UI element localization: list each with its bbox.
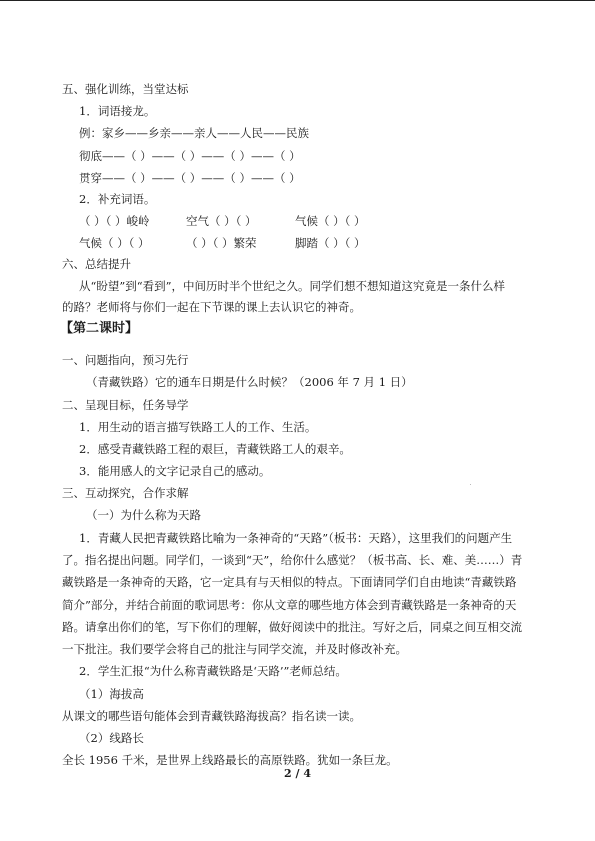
- exploration-paragraph-line-4: 简介”部分，并结合前面的歌词思考：你从文章的哪些地方体会到青藏铁路是一条神奇的天: [62, 598, 517, 612]
- word-chain-row-2: 贯穿——（ ）——（ ）——（ ）——（ ）: [79, 171, 301, 185]
- exploration-paragraph-line-2: 了。指名提出问题。同学们，一谈到“天”，给你什么感觉？（板书高、长、难、美……）青: [62, 553, 523, 567]
- point-1-label: （1）海拔高: [79, 687, 144, 701]
- word-chain-example: 例：家乡——乡亲——亲人——人民——民族: [79, 126, 309, 140]
- student-report-summary: 2．学生汇报“为什么称青藏铁路是‘天路’”老师总结。: [79, 664, 347, 678]
- idiom-blank-3: 气候（ ）（ ）: [295, 214, 366, 228]
- subsection-1-heading: （一）为什么称为天路: [86, 508, 201, 522]
- lesson2-section-1-heading: 一、问题指向，预习先行: [62, 353, 189, 367]
- lesson2-section-3-heading: 三、互动探究，合作求解: [62, 486, 189, 500]
- idiom-blank-4: 气候（ ）（ ）: [79, 236, 150, 250]
- lesson-two-title: 【第二课时】: [60, 321, 139, 336]
- summary-text-line-1: 从“盼望”到“看到”，中间历时半个世纪之久。同学们想不想知道这究竟是一条什么样: [79, 279, 506, 293]
- exercise-2-label: 2．补充词语。: [79, 192, 156, 206]
- point-2-text: 全长 1956 千米，是世界上线路最长的高原铁路。犹如一条巨龙。: [62, 753, 398, 767]
- idiom-blank-6: 脚踏（ ）（ ）: [295, 236, 366, 250]
- exploration-paragraph-line-3: 藏铁路是一条神奇的天路，它一定具有与天相似的特点。下面请同学们自由地读“青藏铁路: [62, 575, 517, 589]
- page-number: 2 / 4: [284, 767, 311, 780]
- page-top-border: [0, 0, 595, 1]
- idiom-blank-5: （ ）（ ）繁荣: [186, 236, 257, 250]
- scan-speck: [470, 484, 471, 485]
- summary-text-line-2: 的路？老师将与你们一起在下节课的课上去认识它的神奇。: [62, 300, 361, 314]
- lesson2-section-2-heading: 二、呈现目标，任务导学: [62, 398, 189, 412]
- section-six-heading: 六、总结提升: [62, 257, 131, 271]
- exercise-1-label: 1．词语接龙。: [79, 104, 156, 118]
- idiom-blank-2: 空气（ ）（ ）: [186, 214, 257, 228]
- point-2-label: （2）线路长: [79, 731, 144, 745]
- goal-item-3: 3．能用感人的文字记录自己的感动。: [79, 464, 271, 478]
- exploration-paragraph-line-5: 路。请拿出你们的笔，写下你们的理解，做好阅读中的批注。写好之后，同桌之间互相交流: [62, 620, 522, 634]
- exploration-paragraph-line-1: 1．青藏人民把青藏铁路比喻为一条神奇的“天路”（板书：天路），这里我们的问题产生: [79, 531, 513, 545]
- word-chain-row-1: 彻底——（ ）——（ ）——（ ）——（ ）: [79, 149, 301, 163]
- preview-question: （青藏铁路）它的通车日期是什么时候？（2006 年 7 月 1 日）: [86, 375, 413, 389]
- point-1-text: 从课文的哪些语句能体会到青藏铁路海拔高？指名读一读。: [62, 709, 361, 723]
- section-five-heading: 五、强化训练，当堂达标: [62, 82, 189, 96]
- exploration-paragraph-line-6: 一下批注。我们要学会将自己的批注与同学交流，并及时修改补充。: [62, 642, 407, 656]
- goal-item-2: 2．感受青藏铁路工程的艰巨，青藏铁路工人的艰辛。: [79, 442, 351, 456]
- idiom-blank-1: （ ）（ ）峻岭: [79, 214, 150, 228]
- goal-item-1: 1．用生动的语言描写铁路工人的工作、生活。: [79, 420, 317, 434]
